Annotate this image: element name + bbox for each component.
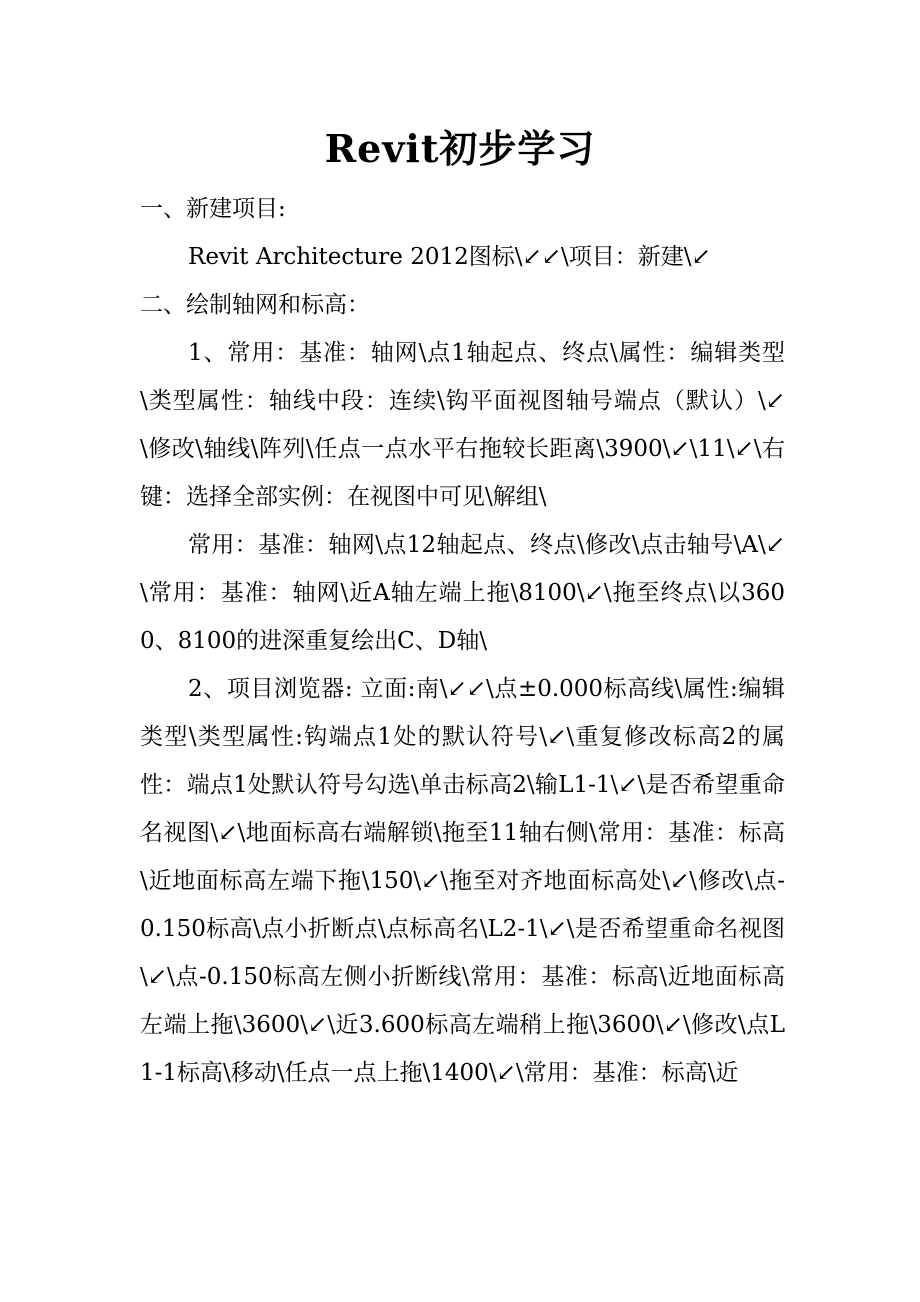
section-heading-new-project: 一、新建项目: xyxy=(140,196,286,222)
paragraph-grid-steps: 1、常用：基准：轴网\点1轴起点、终点\属性：编辑类型\类型属性：轴线中段：连续\钩平面视图轴号端点（默认）\↙\修改\轴线\阵列\任点一点水平右拖较长距离\3900\↙\11\↙\右键：选择全部实例：在视图中可见\解组\ xyxy=(140,340,785,510)
section-heading-grid-and-levels: 二、绘制轴网和标高： xyxy=(140,292,370,318)
paragraph-new-project-steps: Revit Architecture 2012图标\↙↙\项目：新建\↙ xyxy=(188,244,711,270)
paragraph-level-steps: 2、项目浏览器: 立面:南\↙↙\点±0.000标高线\属性:编辑类型\类型属性:钩端点1处的默认符号\↙\重复修改标高2的属性：端点1处默认符号勾选\单击标高2\输L1-1\↙\是否希望重命名视图\↙\地面标高右端解锁\拖至11轴右侧\常用：基准：标高\近地面标高左端下拖\150\↙\拖至对齐地面标高处\↙\修改\点-0.150标高\点小折断点\点标高名\L2-1\↙\是否希望重命名视图\↙\点-0.150标高左侧小折断线\常用：基准：标高\近地面标高左端上拖\3600\↙\近3.600标高左端稍上拖\3600\↙\修改\点L1-1标高\移动\任点一点上拖\1400\↙\常用：基准：标高\近 xyxy=(140,676,785,1086)
paragraph-grid-rows: 常用：基准：轴网\点12轴起点、终点\修改\点击轴号\A\↙\常用：基准：轴网\近A轴左端上拖\8100\↙\拖至终点\以3600、8100的进深重复绘出C、D轴\ xyxy=(140,532,785,654)
page-title: Revit初步学习 xyxy=(324,126,596,171)
document-body xyxy=(140,185,785,1097)
